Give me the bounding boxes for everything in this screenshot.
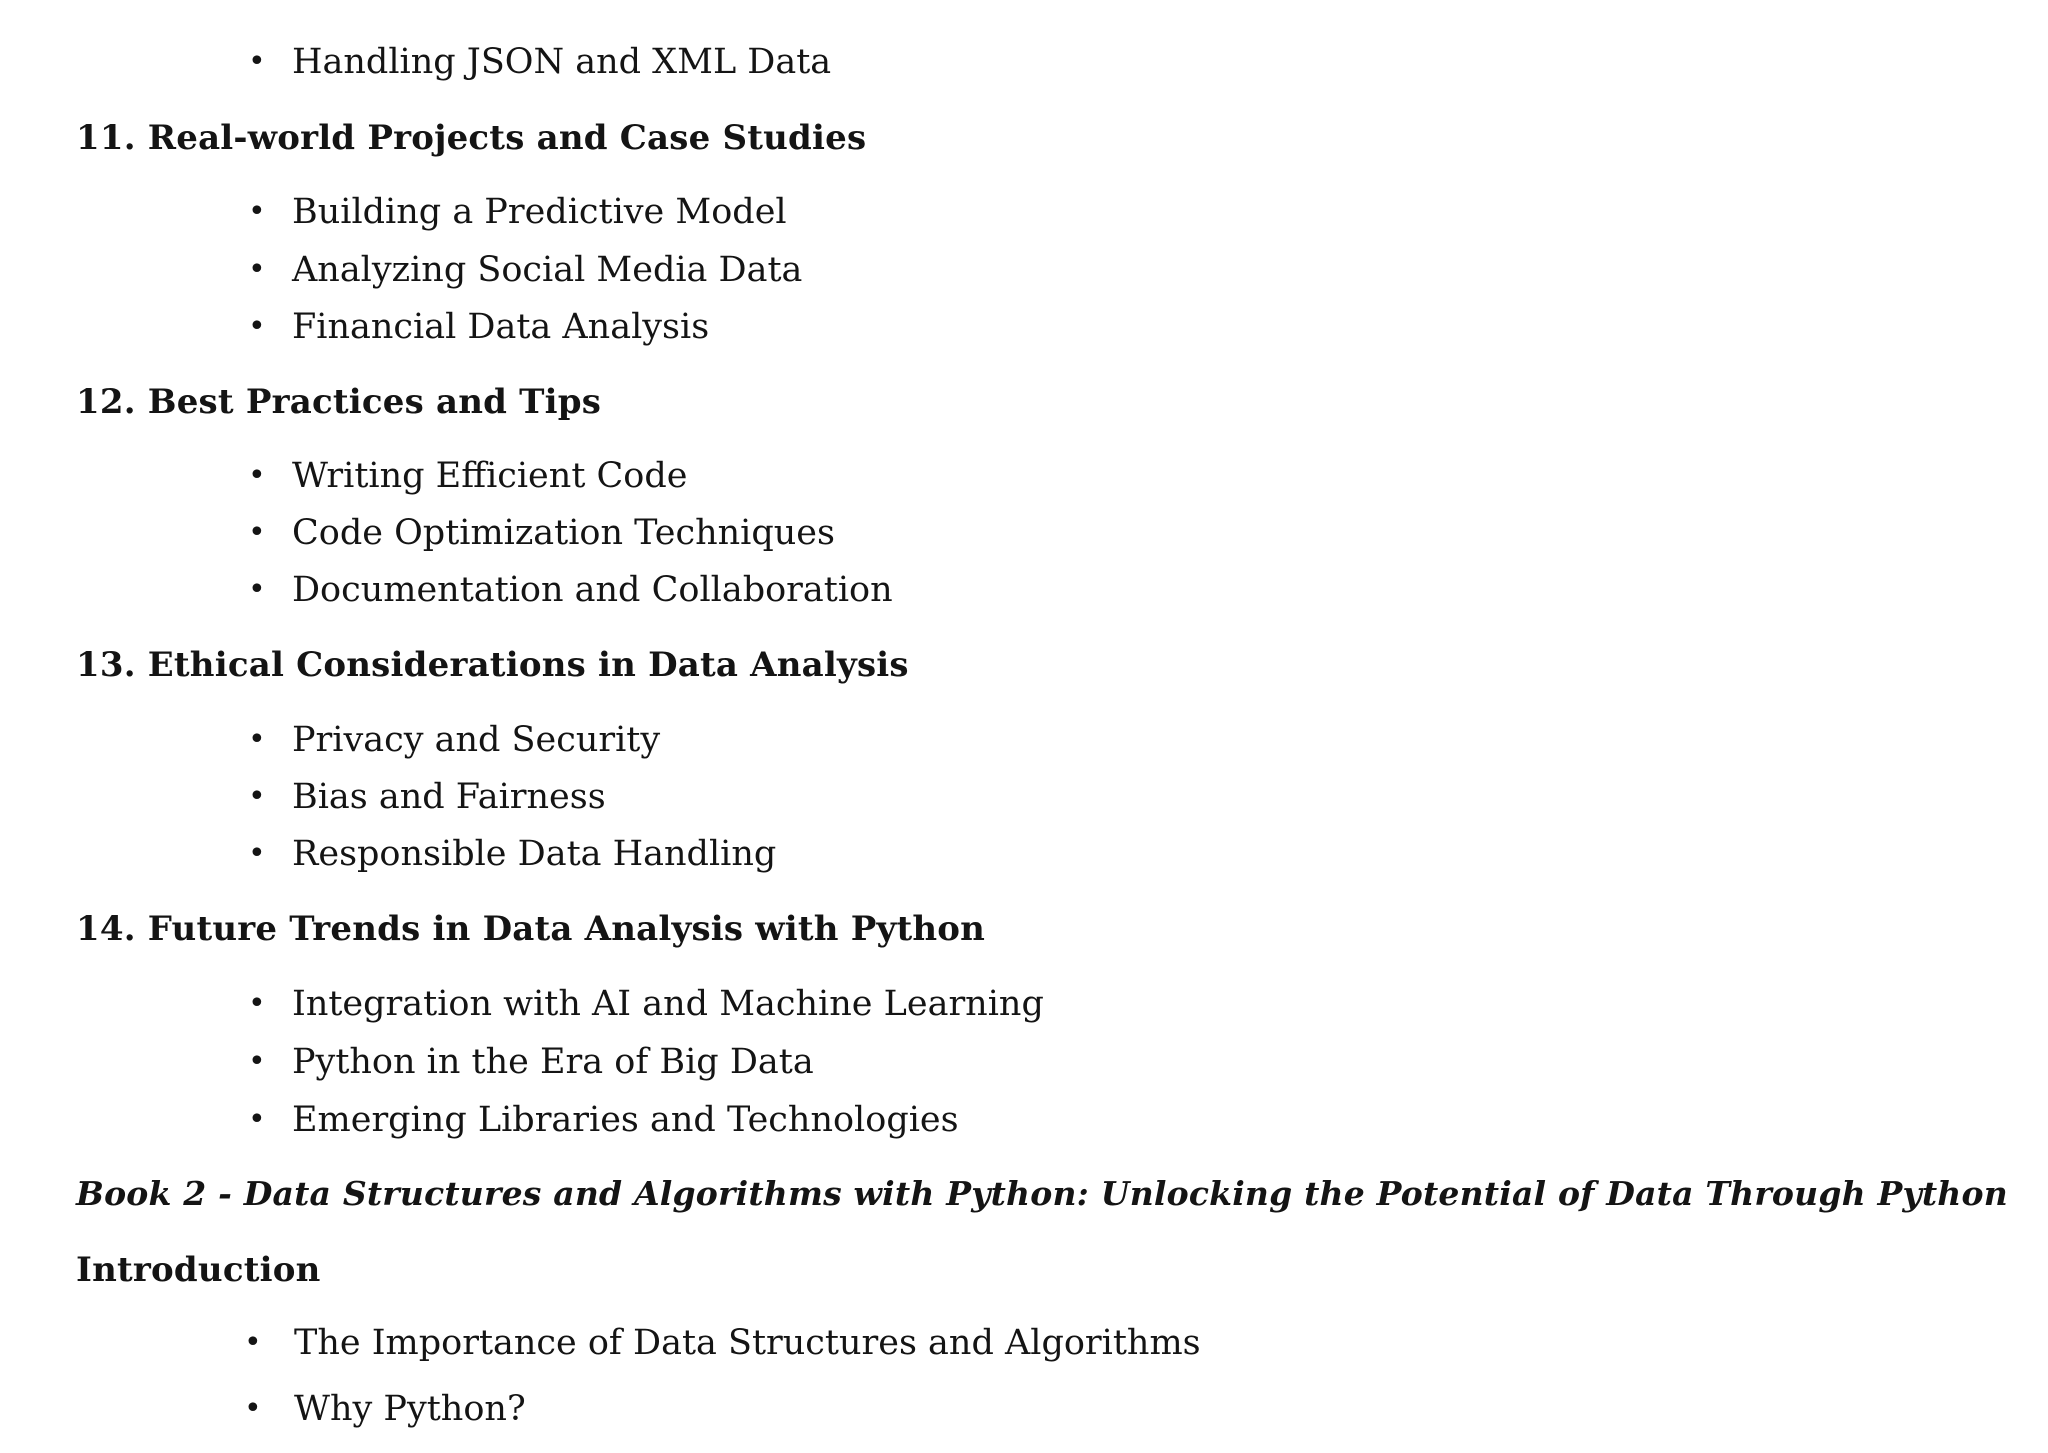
list-item — [248, 718, 660, 762]
bullet-icon: • — [248, 194, 266, 229]
list-item — [248, 1040, 814, 1084]
bullet-icon: • — [248, 515, 266, 550]
list-item-label: Privacy and Security — [292, 720, 661, 760]
bullet-icon: • — [248, 779, 266, 814]
bullet-icon: • — [248, 572, 266, 607]
list-item-label: Python in the Era of Big Data — [292, 1042, 814, 1082]
list-item-label: Writing Efficient Code — [292, 456, 688, 496]
list-item-label: The Importance of Data Structures and Algorithms — [294, 1323, 1201, 1363]
list-item — [248, 1098, 959, 1142]
list-item-label: Bias and Fairness — [292, 777, 606, 817]
list-item-label: Documentation and Collaboration — [292, 570, 893, 610]
bullet-icon: • — [248, 1044, 266, 1079]
section-heading-13: 13. Ethical Considerations in Data Analysis — [76, 645, 909, 685]
list-item-label: Emerging Libraries and Technologies — [292, 1100, 959, 1140]
list-item — [248, 775, 606, 819]
list-item-label: Building a Predictive Model — [292, 192, 787, 232]
bullet-icon: • — [248, 986, 266, 1021]
bullet-icon: • — [244, 1391, 262, 1426]
list-item — [244, 1321, 1201, 1365]
list-item-label: Responsible Data Handling — [292, 834, 777, 874]
bullet-icon: • — [244, 1325, 262, 1360]
list-item — [248, 832, 776, 876]
list-item — [248, 454, 687, 498]
list-item-label: Analyzing Social Media Data — [292, 250, 803, 290]
list-item — [248, 248, 802, 292]
list-item — [248, 190, 787, 234]
section-heading-12: 12. Best Practices and Tips — [76, 382, 602, 422]
bullet-icon: • — [248, 44, 266, 79]
bullet-icon: • — [248, 458, 266, 493]
bullet-icon: • — [248, 309, 266, 344]
list-item — [248, 982, 1044, 1026]
list-item — [248, 40, 831, 84]
bullet-icon: • — [248, 1102, 266, 1137]
list-item — [244, 1387, 526, 1431]
bullet-icon: • — [248, 252, 266, 287]
section-heading-14: 14. Future Trends in Data Analysis with Python — [76, 909, 986, 949]
list-item — [248, 305, 709, 349]
section-heading-11: 11. Real-world Projects and Case Studies — [76, 118, 867, 158]
list-item — [248, 568, 893, 612]
list-item — [248, 511, 835, 555]
book-title: Book 2 - Data Structures and Algorithms with Python: Unlocking the Potential of Data Through Python — [76, 1174, 2008, 1213]
bullet-icon: • — [248, 722, 266, 757]
list-item-label: Integration with AI and Machine Learning — [292, 984, 1044, 1024]
section-heading-introduction: Introduction — [76, 1250, 321, 1290]
list-item-label: Why Python? — [294, 1389, 526, 1429]
list-item-label: Financial Data Analysis — [292, 307, 710, 347]
list-item-label: Handling JSON and XML Data — [292, 42, 832, 82]
list-item-label: Code Optimization Techniques — [292, 513, 835, 553]
bullet-icon: • — [248, 836, 266, 871]
